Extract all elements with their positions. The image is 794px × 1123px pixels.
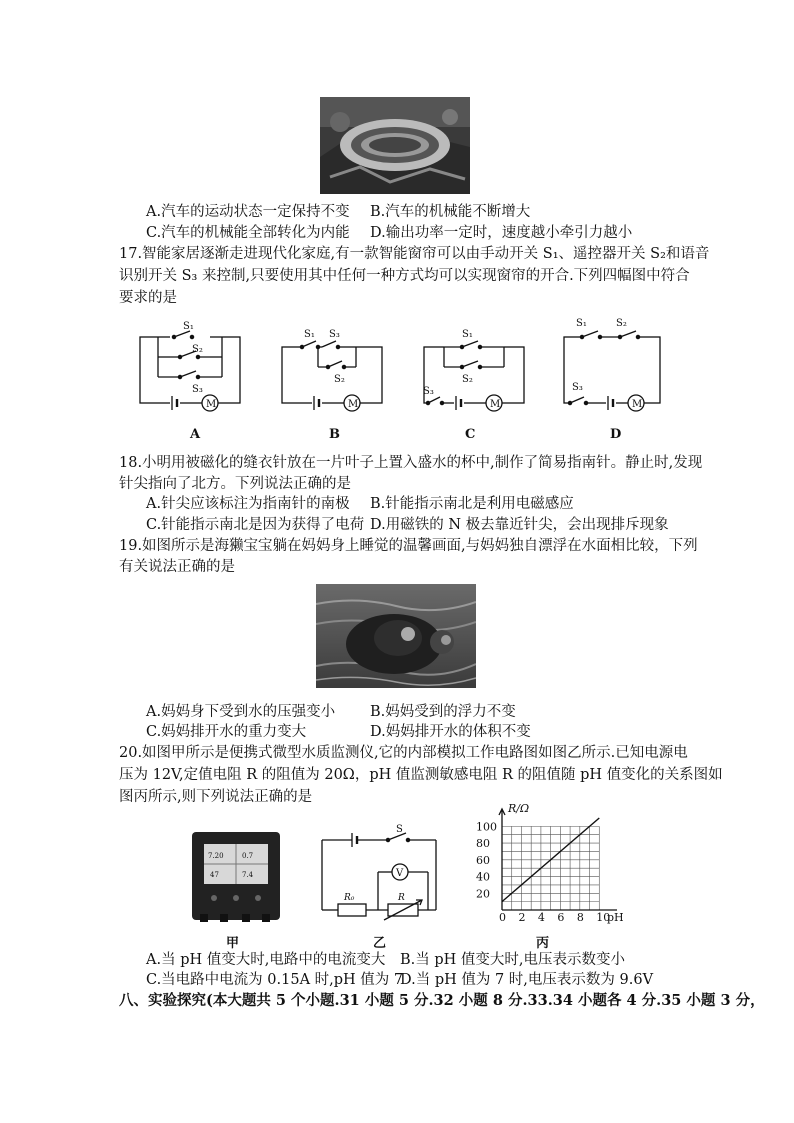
svg-text:M: M bbox=[206, 399, 217, 410]
circuit-voltmeter-label: V bbox=[396, 868, 404, 879]
q16-option-a: A.汽车的运动状态一定保持不变 bbox=[146, 204, 350, 220]
q17-stem-line3: 要求的是 bbox=[119, 290, 177, 306]
q20-fig-label-jia: 甲 bbox=[226, 936, 240, 951]
q20-circuit-diagram bbox=[318, 824, 444, 924]
svg-text:S₃: S₃ bbox=[329, 329, 340, 340]
q18-stem-line1: 18.小明用被磁化的缝衣针放在一片叶子上置入盛水的杯中,制作了简易指南针。静止时,发现 bbox=[119, 455, 703, 471]
q18-stem-line2: 针尖指向了北方。下列说法正确的是 bbox=[119, 476, 351, 492]
chart-grid bbox=[502, 826, 599, 910]
q17-circuit-diagrams bbox=[130, 312, 670, 442]
q19-option-c: C.妈妈排开水的重力变大 bbox=[146, 724, 307, 740]
q19-stem-line2: 有关说法正确的是 bbox=[119, 559, 235, 575]
q18-option-b: B.针能指示南北是利用电磁感应 bbox=[370, 496, 574, 512]
q20-stem-line3: 图丙所示,则下列说法正确的是 bbox=[119, 789, 313, 805]
q18-option-d: D.用磁铁的 N 极去靠近针尖，会出现排斥现象 bbox=[370, 517, 669, 533]
svg-text:S₃: S₃ bbox=[192, 384, 203, 395]
section-8-heading: 八、实验探究(本大题共 5 个小题.31 小题 5 分.32 小题 8 分.33.34 小题各 4 分.35 小题 3 分， bbox=[119, 992, 765, 1009]
circuit-b bbox=[282, 341, 382, 411]
y-tick-label: 40 bbox=[476, 870, 490, 884]
circuit-a bbox=[140, 331, 240, 411]
q20-option-d: D.当 pH 值为 7 时,电压表示数为 9.6V bbox=[400, 972, 654, 988]
meter-reading-4: 7.4 bbox=[242, 871, 254, 879]
q17-label-d: D bbox=[610, 427, 622, 442]
meter-reading-3: 47 bbox=[210, 871, 219, 879]
q19-option-b: B.妈妈受到的浮力不变 bbox=[370, 704, 516, 720]
y-tick-label: 20 bbox=[476, 887, 490, 901]
svg-text:M: M bbox=[632, 399, 643, 410]
x-tick-label: 4 bbox=[537, 911, 545, 924]
meter-reading-1: 7.20 bbox=[208, 852, 224, 860]
svg-text:S₁: S₁ bbox=[462, 329, 473, 340]
water-quality-meter-photo bbox=[190, 830, 282, 924]
x-tick-label: 6 bbox=[557, 911, 565, 924]
q20-stem-line1: 20.如图甲所示是便携式微型水质监测仪,它的内部模拟工作电路图如图乙所示.已知电源电 bbox=[119, 745, 688, 761]
meter-reading-2: 0.7 bbox=[242, 852, 254, 860]
svg-text:S₁: S₁ bbox=[576, 318, 587, 329]
q20-option-c: C.当电路中电流为 0.15A 时,pH 值为 7 bbox=[146, 972, 404, 988]
q16-option-c: C.汽车的机械能全部转化为内能 bbox=[146, 225, 350, 241]
y-tick-label: 60 bbox=[476, 853, 490, 867]
svg-text:S₃: S₃ bbox=[423, 386, 434, 397]
circuit-r0-label: R₀ bbox=[344, 893, 355, 903]
y-tick-label: 80 bbox=[476, 837, 490, 851]
circuit-switch-label: S bbox=[396, 824, 403, 835]
chart-ylabel: R/Ω bbox=[508, 802, 530, 815]
q20-fig-label-bing: 丙 bbox=[536, 936, 550, 951]
x-tick-label: 0 bbox=[499, 911, 506, 924]
svg-text:S₂: S₂ bbox=[616, 318, 627, 329]
ph-resistance-chart bbox=[474, 800, 634, 930]
sea-otter-photo bbox=[316, 584, 476, 688]
q19-stem-line1: 19.如图所示是海獭宝宝躺在妈妈身上睡觉的温馨画面,与妈妈独自漂浮在水面相比较，下列 bbox=[119, 538, 698, 554]
svg-text:S₂: S₂ bbox=[192, 344, 203, 355]
svg-text:M: M bbox=[348, 399, 359, 410]
q18-option-c: C.针能指示南北是因为获得了电荷 bbox=[146, 517, 365, 533]
q17-label-a: A bbox=[190, 427, 201, 442]
q17-label-b: B bbox=[329, 427, 340, 442]
q17-label-c: C bbox=[465, 427, 476, 442]
circuit-r-label: R bbox=[398, 893, 405, 903]
x-tick-label: 10 bbox=[596, 911, 611, 924]
q16-option-d: D.输出功率一定时，速度越小牵引力越小 bbox=[370, 225, 633, 241]
svg-text:S₃: S₃ bbox=[572, 382, 583, 393]
chart-xlabel: pH bbox=[607, 911, 624, 924]
q20-option-a: A.当 pH 值变大时,电路中的电流变大 bbox=[146, 952, 386, 968]
q19-option-d: D.妈妈排开水的体积不变 bbox=[370, 724, 531, 740]
q20-fig-label-yi: 乙 bbox=[373, 936, 387, 951]
q20-option-b: B.当 pH 值变大时,电压表示数变小 bbox=[400, 952, 626, 968]
q19-option-a: A.妈妈身下受到水的压强变小 bbox=[146, 704, 336, 720]
q17-stem-line2: 识别开关 S₃ 来控制,只要使用其中任何一种方式均可以实现窗帘的开合.下列四幅图中符合 bbox=[119, 268, 690, 284]
svg-text:S₁: S₁ bbox=[183, 321, 194, 332]
q18-option-a: A.针尖应该标注为指南针的南极 bbox=[146, 496, 350, 512]
svg-text:S₁: S₁ bbox=[304, 329, 315, 340]
svg-text:S₂: S₂ bbox=[462, 374, 473, 385]
q20-stem-line2: 压为 12V,定值电阻 R 的阻值为 20Ω，pH 值监测敏感电阻 R 的阻值随 pH 值变化的关系图如 bbox=[119, 767, 723, 783]
x-tick-label: 2 bbox=[518, 911, 526, 924]
q17-stem-line1: 17.智能家居逐渐走进现代化家庭,有一款智能窗帘可以由手动开关 S₁、遥控器开关 S₂和语音 bbox=[119, 246, 710, 262]
x-tick-label: 8 bbox=[576, 911, 584, 924]
circuit-d bbox=[564, 331, 660, 411]
race-track-photo bbox=[320, 97, 470, 194]
chart-tick-labels bbox=[476, 820, 610, 924]
svg-text:S₂: S₂ bbox=[334, 374, 345, 385]
y-tick-label: 100 bbox=[476, 820, 497, 834]
q16-option-b: B.汽车的机械能不断增大 bbox=[370, 204, 531, 220]
circuit-c bbox=[424, 341, 524, 411]
svg-text:M: M bbox=[490, 399, 501, 410]
